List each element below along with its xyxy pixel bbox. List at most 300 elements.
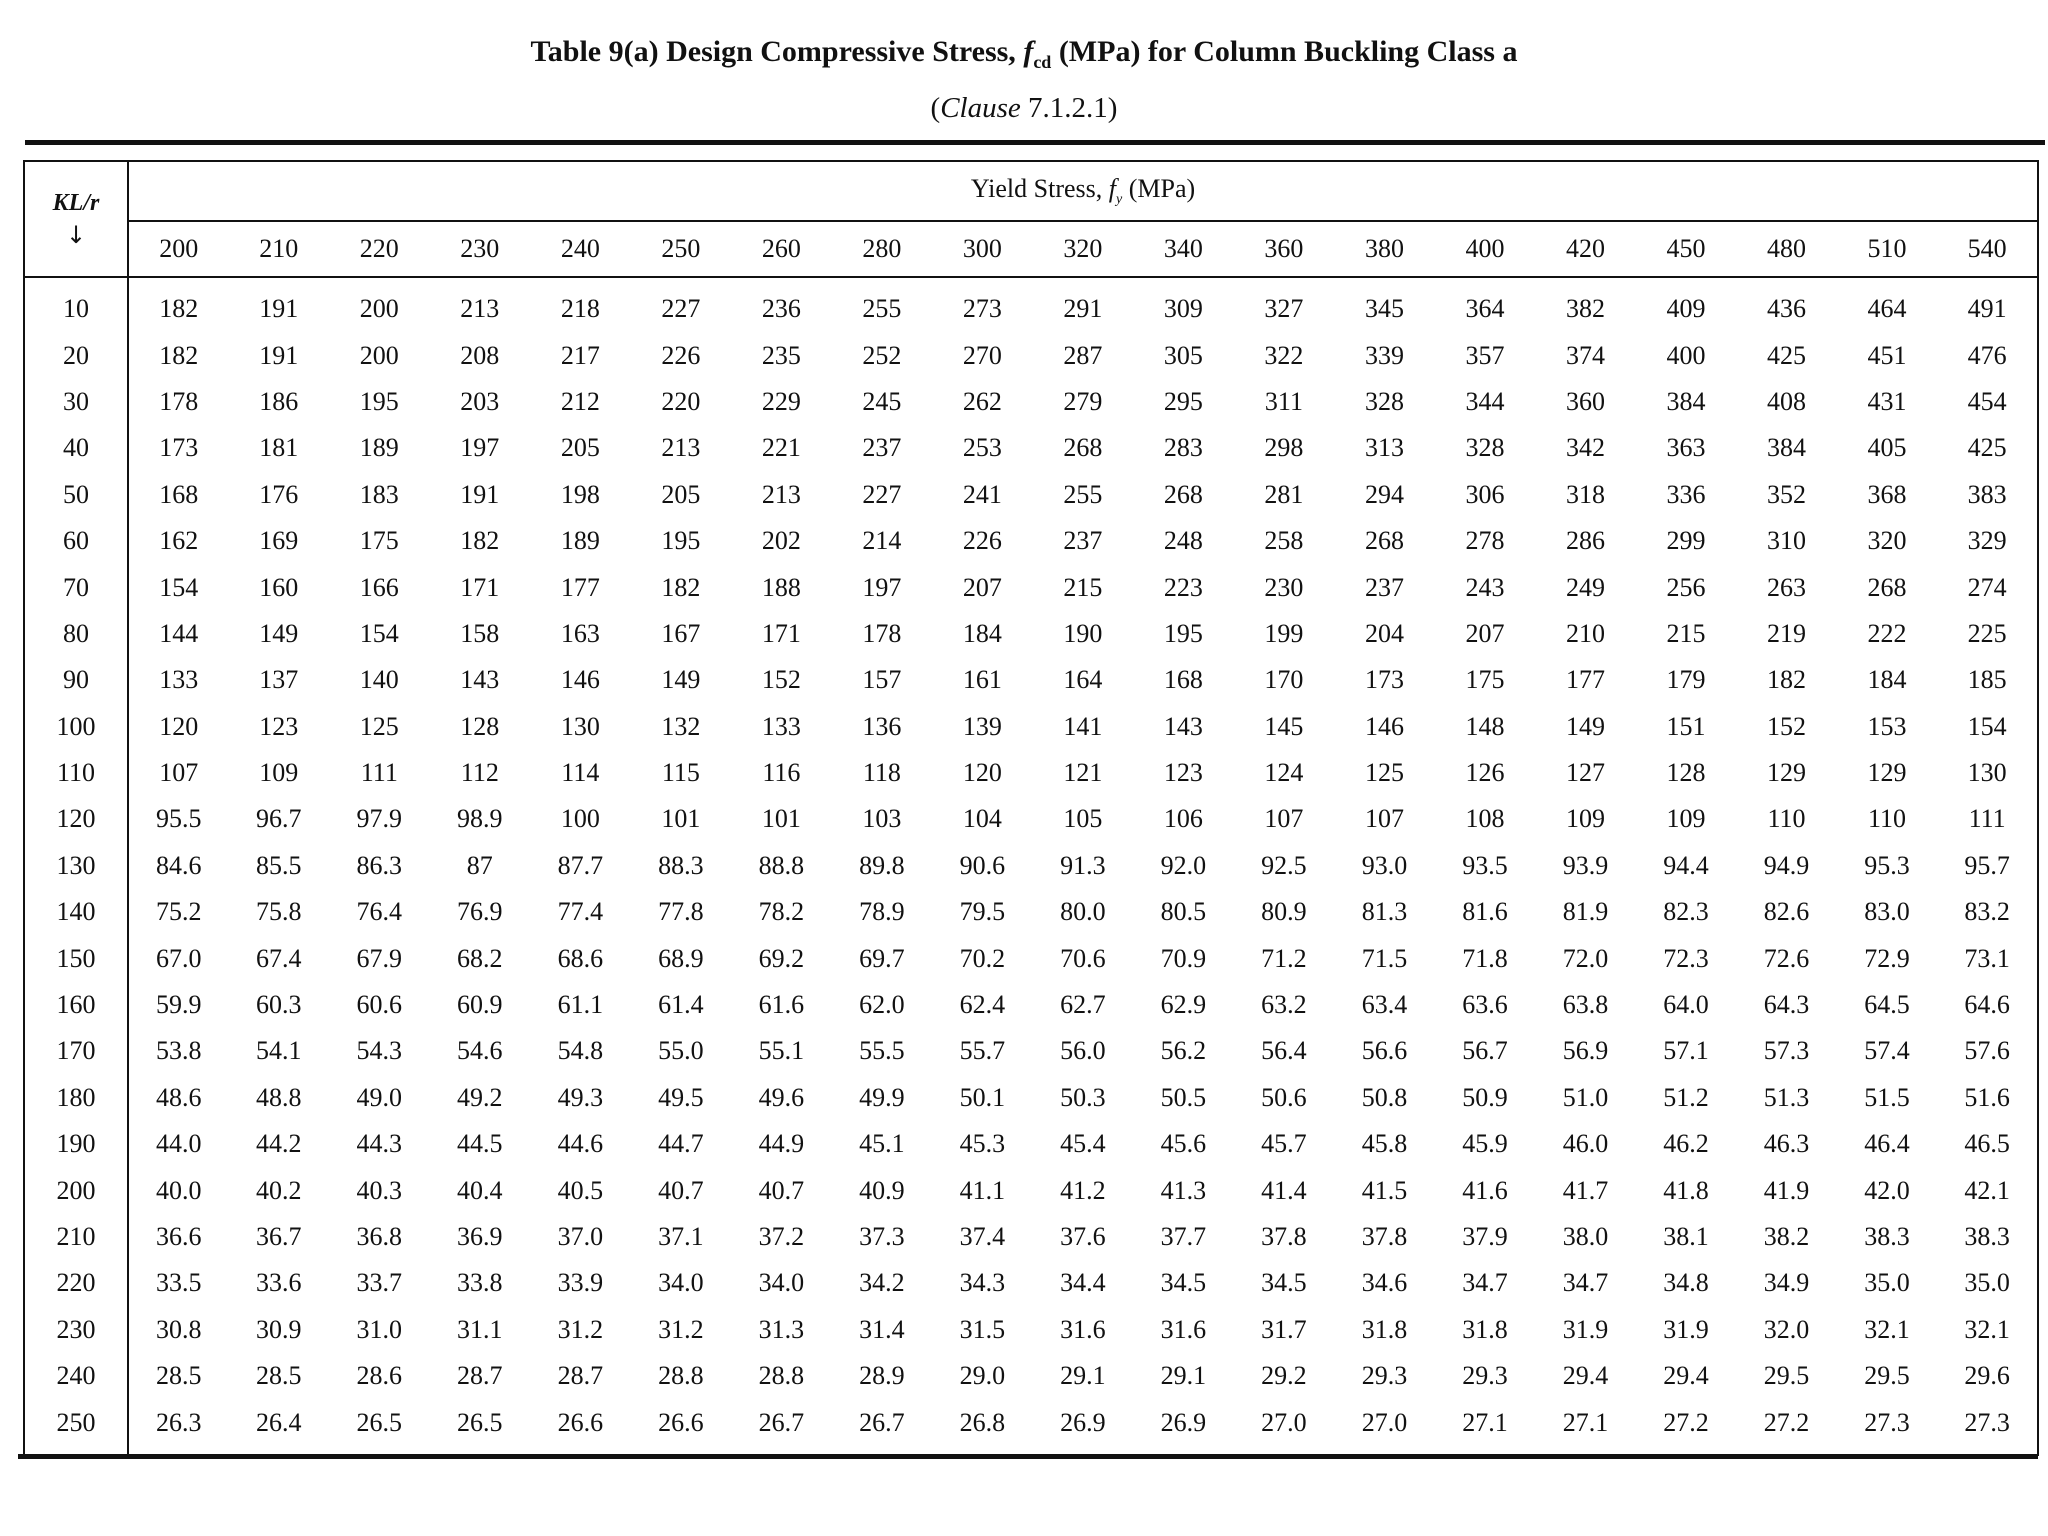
- stress-value-cell: 40.2: [256, 1175, 302, 1205]
- stress-value-cell: 49.6: [758, 1082, 805, 1112]
- stress-value-cell: 41.9: [1763, 1175, 1810, 1205]
- stress-value-cell: 178: [159, 386, 199, 416]
- table-title: [0, 30, 2048, 84]
- fy-header-cell: 360: [1234, 221, 1335, 277]
- klr-cell: 140: [24, 889, 128, 935]
- table-row: [24, 843, 2038, 889]
- stress-value-cell: 454: [1967, 386, 2007, 416]
- stress-value-cell: 34.9: [1763, 1268, 1810, 1298]
- stress-value-cell: 45.9: [1462, 1129, 1508, 1159]
- fy-header-cell: 200: [128, 221, 229, 277]
- stress-value-cell: 177: [560, 572, 600, 602]
- klr-label: KL/r: [52, 190, 100, 216]
- stress-value-cell: 51.2: [1663, 1082, 1709, 1112]
- stress-value-cell: 273: [962, 294, 1002, 324]
- stress-value-cell: 44.9: [758, 1129, 805, 1159]
- stress-value-cell: 56.6: [1361, 1036, 1408, 1066]
- stress-value-cell: 82.6: [1763, 897, 1810, 927]
- table-row: [24, 277, 2038, 332]
- stress-value-cell: 45.4: [1060, 1129, 1106, 1159]
- stress-value-cell: 223: [1163, 572, 1203, 602]
- stress-value-cell: 29.3: [1462, 1361, 1508, 1391]
- stress-value-cell: 27.1: [1462, 1407, 1508, 1437]
- stress-value-cell: 36.6: [156, 1222, 202, 1251]
- stress-value-cell: 95.5: [156, 804, 202, 834]
- stress-value-cell: 29.2: [1261, 1361, 1307, 1391]
- stress-value-cell: 29.1: [1160, 1361, 1207, 1391]
- stress-value-cell: 26.4: [256, 1407, 302, 1437]
- design-stress-table: [23, 160, 2039, 1456]
- stress-value-cell: 476: [1967, 340, 2007, 370]
- stress-value-cell: 208: [460, 340, 500, 370]
- stress-value-cell: 252: [862, 340, 902, 370]
- table-row: [24, 1214, 2038, 1260]
- stress-value-cell: 27.1: [1562, 1407, 1609, 1437]
- stress-value-cell: 116: [762, 758, 801, 788]
- stress-value-cell: 32.0: [1763, 1314, 1810, 1344]
- stress-value-cell: 157: [862, 665, 902, 695]
- stress-value-cell: 339: [1364, 340, 1404, 370]
- stress-value-cell: 243: [1465, 572, 1505, 602]
- stress-value-cell: 64.6: [1964, 990, 2010, 1020]
- stress-value-cell: 191: [259, 294, 299, 324]
- stress-value-cell: 328: [1465, 433, 1505, 463]
- table-row: [24, 425, 2038, 471]
- stress-value-cell: 72.0: [1562, 943, 1609, 973]
- stress-value-cell: 34.7: [1562, 1268, 1609, 1298]
- stress-value-cell: 241: [962, 479, 1002, 509]
- stress-value-cell: 41.1: [959, 1175, 1006, 1205]
- stress-value-cell: 191: [259, 340, 299, 370]
- stress-value-cell: 164: [1063, 665, 1103, 695]
- stress-value-cell: 168: [159, 479, 199, 509]
- stress-value-cell: 320: [1867, 526, 1907, 556]
- yield-stress-header: [128, 161, 2038, 221]
- stress-value-cell: 491: [1967, 294, 2007, 324]
- stress-value-cell: 171: [460, 572, 500, 602]
- stress-value-cell: 123: [1163, 758, 1203, 788]
- stress-value-cell: 107: [1364, 804, 1404, 834]
- klr-header: [24, 161, 128, 277]
- stress-value-cell: 283: [1163, 433, 1203, 463]
- table-row: [24, 1028, 2038, 1074]
- stress-value-cell: 149: [661, 665, 701, 695]
- stress-value-cell: 336: [1666, 479, 1706, 509]
- stress-value-cell: 100: [560, 804, 600, 834]
- stress-value-cell: 94.9: [1763, 850, 1810, 880]
- stress-value-cell: 37.0: [557, 1222, 604, 1251]
- stress-value-cell: 106: [1163, 804, 1203, 834]
- stress-value-cell: 130: [1967, 758, 2007, 788]
- klr-cell: 80: [24, 611, 128, 657]
- stress-value-cell: 31.2: [658, 1314, 704, 1344]
- stress-value-cell: 28.8: [658, 1361, 704, 1391]
- stress-value-cell: 140: [359, 665, 399, 695]
- stress-value-cell: 27.0: [1361, 1407, 1408, 1437]
- stress-value-cell: 175: [1465, 665, 1505, 695]
- stress-value-cell: 44.6: [557, 1129, 604, 1159]
- stress-value-cell: 60.6: [356, 990, 403, 1020]
- stress-value-cell: 111: [1968, 804, 2006, 834]
- stress-value-cell: 318: [1565, 479, 1605, 509]
- stress-value-cell: 28.5: [156, 1361, 202, 1391]
- stress-value-cell: 77.4: [557, 897, 604, 927]
- stress-value-cell: 215: [1063, 572, 1103, 602]
- table-row: [24, 750, 2038, 796]
- stress-value-cell: 33.5: [156, 1268, 202, 1298]
- stress-value-cell: 118: [862, 758, 901, 788]
- stress-value-cell: 55.7: [959, 1036, 1006, 1066]
- stress-value-cell: 154: [159, 572, 199, 602]
- stress-value-cell: 31.6: [1160, 1314, 1207, 1344]
- stress-value-cell: 213: [460, 294, 500, 324]
- stress-value-cell: 81.3: [1361, 897, 1408, 927]
- stress-value-cell: 26.9: [1060, 1407, 1106, 1437]
- table-row: [24, 1353, 2038, 1399]
- stress-value-cell: 75.2: [156, 897, 202, 927]
- fy-header-cell: 240: [530, 221, 631, 277]
- stress-value-cell: 189: [560, 526, 600, 556]
- stress-value-cell: 28.8: [758, 1361, 805, 1391]
- stress-value-cell: 37.2: [758, 1222, 805, 1251]
- stress-value-cell: 29.4: [1663, 1361, 1709, 1391]
- stress-value-cell: 268: [1867, 572, 1907, 602]
- stress-value-cell: 33.6: [256, 1268, 302, 1298]
- stress-value-cell: 130: [560, 711, 600, 741]
- stress-value-cell: 237: [862, 433, 902, 463]
- stress-value-cell: 237: [1364, 572, 1404, 602]
- stress-value-cell: 124: [1264, 758, 1304, 788]
- stress-value-cell: 49.0: [356, 1082, 403, 1112]
- stress-value-cell: 61.6: [758, 990, 805, 1020]
- stress-value-cell: 255: [862, 294, 902, 324]
- table-row: [24, 1075, 2038, 1121]
- stress-value-cell: 81.9: [1562, 897, 1609, 927]
- fy-header-cell: 380: [1334, 221, 1435, 277]
- stress-value-cell: 101: [661, 804, 701, 834]
- stress-value-cell: 80.0: [1060, 897, 1106, 927]
- stress-value-cell: 31.2: [557, 1314, 604, 1344]
- stress-value-cell: 72.9: [1864, 943, 1910, 973]
- stress-value-cell: 195: [1163, 618, 1203, 648]
- table-row: [24, 889, 2038, 935]
- stress-value-cell: 143: [1163, 711, 1203, 741]
- stress-value-cell: 148: [1465, 711, 1505, 741]
- stress-value-cell: 38.3: [1864, 1222, 1910, 1251]
- stress-value-cell: 62.7: [1060, 990, 1106, 1020]
- stress-value-cell: 400: [1666, 340, 1706, 370]
- stress-value-cell: 182: [460, 526, 500, 556]
- stress-value-cell: 279: [1063, 386, 1103, 416]
- title-symbol: f: [1023, 35, 1034, 68]
- stress-value-cell: 34.3: [959, 1268, 1006, 1298]
- stress-value-cell: 236: [761, 294, 801, 324]
- table-row: [24, 796, 2038, 842]
- stress-value-cell: 195: [661, 526, 701, 556]
- stress-value-cell: 146: [560, 665, 600, 695]
- stress-value-cell: 31.9: [1562, 1314, 1609, 1344]
- stress-value-cell: 29.5: [1864, 1361, 1910, 1391]
- stress-value-cell: 268: [1163, 479, 1203, 509]
- stress-value-cell: 128: [1666, 758, 1706, 788]
- stress-value-cell: 41.2: [1060, 1175, 1106, 1205]
- stress-value-cell: 431: [1867, 386, 1907, 416]
- stress-value-cell: 30.8: [156, 1314, 202, 1344]
- stress-value-cell: 55.1: [758, 1036, 805, 1066]
- stress-value-cell: 76.4: [356, 897, 403, 927]
- stress-value-cell: 182: [159, 340, 199, 370]
- stress-value-cell: 171: [761, 618, 801, 648]
- stress-value-cell: 62.9: [1160, 990, 1207, 1020]
- fy-header-cell: 210: [229, 221, 330, 277]
- stress-value-cell: 40.3: [356, 1175, 403, 1205]
- stress-value-cell: 313: [1364, 433, 1404, 463]
- stress-value-cell: 51.6: [1964, 1082, 2010, 1112]
- stress-value-cell: 268: [1063, 433, 1103, 463]
- stress-value-cell: 73.1: [1964, 943, 2010, 973]
- stress-value-cell: 185: [1967, 665, 2007, 695]
- stress-value-cell: 195: [359, 386, 399, 416]
- stress-value-cell: 158: [460, 618, 500, 648]
- stress-value-cell: 30.9: [256, 1314, 302, 1344]
- klr-cell: 50: [24, 472, 128, 518]
- stress-value-cell: 105: [1063, 804, 1103, 834]
- stress-value-cell: 141: [1063, 711, 1103, 741]
- stress-value-cell: 38.3: [1964, 1222, 2010, 1251]
- stress-value-cell: 31.3: [758, 1314, 805, 1344]
- stress-value-cell: 235: [761, 340, 801, 370]
- fy-header-cell: 300: [932, 221, 1033, 277]
- stress-value-cell: 29.4: [1562, 1361, 1609, 1391]
- stress-value-cell: 77.8: [658, 897, 704, 927]
- stress-value-cell: 32.1: [1864, 1314, 1910, 1344]
- stress-value-cell: 179: [1666, 665, 1706, 695]
- stress-value-cell: 68.2: [457, 943, 503, 973]
- title-suffix: (MPa) for Column Buckling Class a: [1058, 35, 1518, 68]
- stress-value-cell: 294: [1364, 479, 1404, 509]
- stress-value-cell: 328: [1364, 386, 1404, 416]
- stress-value-cell: 26.7: [758, 1407, 805, 1437]
- klr-cell: 250: [24, 1399, 128, 1454]
- stress-value-cell: 263: [1767, 572, 1806, 602]
- stress-value-cell: 41.7: [1562, 1175, 1609, 1205]
- stress-value-cell: 83.2: [1964, 897, 2010, 927]
- stress-value-cell: 67.0: [156, 943, 202, 973]
- stress-value-cell: 64.3: [1763, 990, 1810, 1020]
- klr-cell: 120: [24, 796, 128, 842]
- stress-value-cell: 237: [1063, 526, 1103, 556]
- klr-cell: 190: [24, 1121, 128, 1167]
- stress-value-cell: 82.3: [1663, 897, 1709, 927]
- stress-value-cell: 137: [259, 665, 299, 695]
- stress-value-cell: 210: [1565, 618, 1605, 648]
- stress-value-cell: 62.0: [859, 990, 905, 1020]
- stress-value-cell: 45.6: [1160, 1129, 1207, 1159]
- stress-value-cell: 63.4: [1361, 990, 1408, 1020]
- stress-value-cell: 342: [1565, 433, 1605, 463]
- table-row: [24, 1260, 2038, 1306]
- stress-value-cell: 42.1: [1964, 1175, 2010, 1205]
- klr-cell: 210: [24, 1214, 128, 1260]
- stress-value-cell: 54.8: [557, 1036, 604, 1066]
- stress-value-cell: 110: [1868, 804, 1907, 834]
- table-row: [24, 518, 2038, 564]
- stress-value-cell: 203: [460, 386, 500, 416]
- stress-value-cell: 127: [1565, 758, 1605, 788]
- stress-value-cell: 129: [1767, 758, 1806, 788]
- stress-value-cell: 149: [1565, 711, 1605, 741]
- fy-header-cell: 260: [731, 221, 832, 277]
- stress-value-cell: 84.6: [156, 850, 202, 880]
- stress-value-cell: 205: [560, 433, 600, 463]
- stress-value-cell: 46.0: [1562, 1129, 1609, 1159]
- stress-value-cell: 34.7: [1462, 1268, 1508, 1298]
- stress-value-cell: 29.6: [1964, 1361, 2010, 1391]
- stress-value-cell: 41.4: [1261, 1175, 1307, 1205]
- stress-value-cell: 55.5: [859, 1036, 905, 1066]
- klr-cell: 110: [24, 750, 128, 796]
- stress-value-cell: 190: [1063, 618, 1103, 648]
- stress-value-cell: 104: [962, 804, 1002, 834]
- stress-value-cell: 40.4: [457, 1175, 503, 1205]
- stress-value-cell: 36.7: [256, 1222, 302, 1251]
- klr-cell: 60: [24, 518, 128, 564]
- stress-value-cell: 322: [1264, 340, 1304, 370]
- stress-value-cell: 34.6: [1361, 1268, 1408, 1298]
- stress-value-cell: 29.1: [1060, 1361, 1106, 1391]
- stress-value-cell: 26.5: [356, 1407, 403, 1437]
- stress-value-cell: 464: [1867, 294, 1907, 324]
- stress-value-cell: 44.7: [658, 1129, 704, 1159]
- stress-value-cell: 45.7: [1261, 1129, 1307, 1159]
- stress-value-cell: 310: [1767, 526, 1806, 556]
- stress-value-cell: 28.6: [356, 1361, 403, 1391]
- stress-value-cell: 200: [359, 340, 399, 370]
- stress-value-cell: 163: [560, 618, 600, 648]
- stress-value-cell: 186: [259, 386, 299, 416]
- stress-value-cell: 226: [962, 526, 1002, 556]
- stress-value-cell: 309: [1163, 294, 1203, 324]
- stress-value-cell: 61.1: [557, 990, 604, 1020]
- stress-value-cell: 383: [1967, 479, 2007, 509]
- stress-value-cell: 225: [1967, 618, 2007, 648]
- stress-value-cell: 191: [460, 479, 500, 509]
- stress-value-cell: 220: [661, 386, 701, 416]
- stress-value-cell: 221: [761, 433, 801, 463]
- stress-value-cell: 178: [862, 618, 902, 648]
- stress-value-cell: 34.2: [859, 1268, 905, 1298]
- stress-value-cell: 26.6: [557, 1407, 604, 1437]
- stress-value-cell: 202: [761, 526, 801, 556]
- stress-value-cell: 51.3: [1763, 1082, 1810, 1112]
- stress-value-cell: 291: [1063, 294, 1103, 324]
- stress-value-cell: 36.9: [457, 1222, 503, 1251]
- stress-value-cell: 59.9: [156, 990, 202, 1020]
- stress-value-cell: 29.3: [1361, 1361, 1408, 1391]
- stress-value-cell: 229: [761, 386, 801, 416]
- stress-value-cell: 219: [1767, 618, 1806, 648]
- stress-value-cell: 70.9: [1160, 943, 1207, 973]
- stress-value-cell: 136: [862, 711, 902, 741]
- fy-header-cell: 540: [1937, 221, 2038, 277]
- stress-value-cell: 54.6: [457, 1036, 503, 1066]
- stress-value-cell: 53.8: [156, 1036, 202, 1066]
- stress-value-cell: 50.1: [959, 1082, 1006, 1112]
- stress-value-cell: 101: [761, 804, 801, 834]
- stress-value-cell: 28.5: [256, 1361, 302, 1391]
- stress-value-cell: 245: [862, 386, 902, 416]
- stress-value-cell: 123: [259, 711, 299, 741]
- stress-value-cell: 125: [1364, 758, 1404, 788]
- stress-value-cell: 109: [259, 758, 299, 788]
- stress-value-cell: 327: [1264, 294, 1304, 324]
- stress-value-cell: 125: [359, 711, 399, 741]
- stress-value-cell: 129: [1867, 758, 1907, 788]
- stress-value-cell: 49.9: [859, 1082, 905, 1112]
- stress-value-cell: 27.3: [1964, 1407, 2010, 1437]
- stress-value-cell: 425: [1767, 340, 1806, 370]
- klr-cell: 10: [24, 277, 128, 332]
- stress-value-cell: 169: [259, 526, 299, 556]
- stress-value-cell: 132: [661, 711, 701, 741]
- stress-value-cell: 37.9: [1462, 1222, 1508, 1251]
- stress-value-cell: 31.7: [1261, 1314, 1307, 1344]
- stress-value-cell: 197: [862, 572, 902, 602]
- stress-value-cell: 68.9: [658, 943, 704, 973]
- stress-value-cell: 329: [1967, 526, 2007, 556]
- stress-value-cell: 139: [962, 711, 1002, 741]
- stress-value-cell: 92.0: [1160, 850, 1207, 880]
- stress-value-cell: 41.5: [1361, 1175, 1408, 1205]
- stress-value-cell: 34.0: [758, 1268, 805, 1298]
- yield-symbol: f: [1108, 173, 1117, 203]
- stress-value-cell: 151: [1666, 711, 1706, 741]
- title-prefix: Table 9(a) Design Compressive Stress,: [530, 35, 1016, 68]
- stress-value-cell: 107: [1264, 804, 1304, 834]
- stress-value-cell: 26.9: [1160, 1407, 1207, 1437]
- table-row: [24, 982, 2038, 1028]
- stress-value-cell: 154: [359, 618, 399, 648]
- stress-value-cell: 87.7: [557, 850, 604, 880]
- stress-value-cell: 103: [862, 804, 902, 834]
- stress-value-cell: 88.8: [758, 850, 805, 880]
- stress-value-cell: 56.9: [1562, 1036, 1609, 1066]
- stress-value-cell: 40.0: [156, 1175, 202, 1205]
- stress-value-cell: 213: [661, 433, 701, 463]
- stress-value-cell: 63.2: [1261, 990, 1307, 1020]
- stress-value-cell: 46.4: [1864, 1129, 1910, 1159]
- stress-value-cell: 253: [962, 433, 1002, 463]
- stress-value-cell: 26.7: [859, 1407, 905, 1437]
- stress-value-cell: 31.4: [859, 1314, 905, 1344]
- stress-value-cell: 451: [1867, 340, 1907, 370]
- stress-value-cell: 31.5: [959, 1314, 1006, 1344]
- stress-value-cell: 63.6: [1462, 990, 1508, 1020]
- stress-value-cell: 107: [159, 758, 199, 788]
- stress-value-cell: 72.6: [1763, 943, 1810, 973]
- stress-value-cell: 68.6: [557, 943, 604, 973]
- yield-symbol-sub: y: [1116, 192, 1123, 208]
- stress-value-cell: 268: [1364, 526, 1404, 556]
- stress-value-cell: 168: [1163, 665, 1203, 695]
- stress-value-cell: 87: [466, 850, 493, 880]
- stress-value-cell: 143: [460, 665, 500, 695]
- stress-value-cell: 258: [1264, 526, 1304, 556]
- stress-value-cell: 46.3: [1763, 1129, 1810, 1159]
- klr-cell: 170: [24, 1028, 128, 1074]
- stress-value-cell: 35.0: [1964, 1268, 2010, 1298]
- stress-value-cell: 57.1: [1663, 1036, 1709, 1066]
